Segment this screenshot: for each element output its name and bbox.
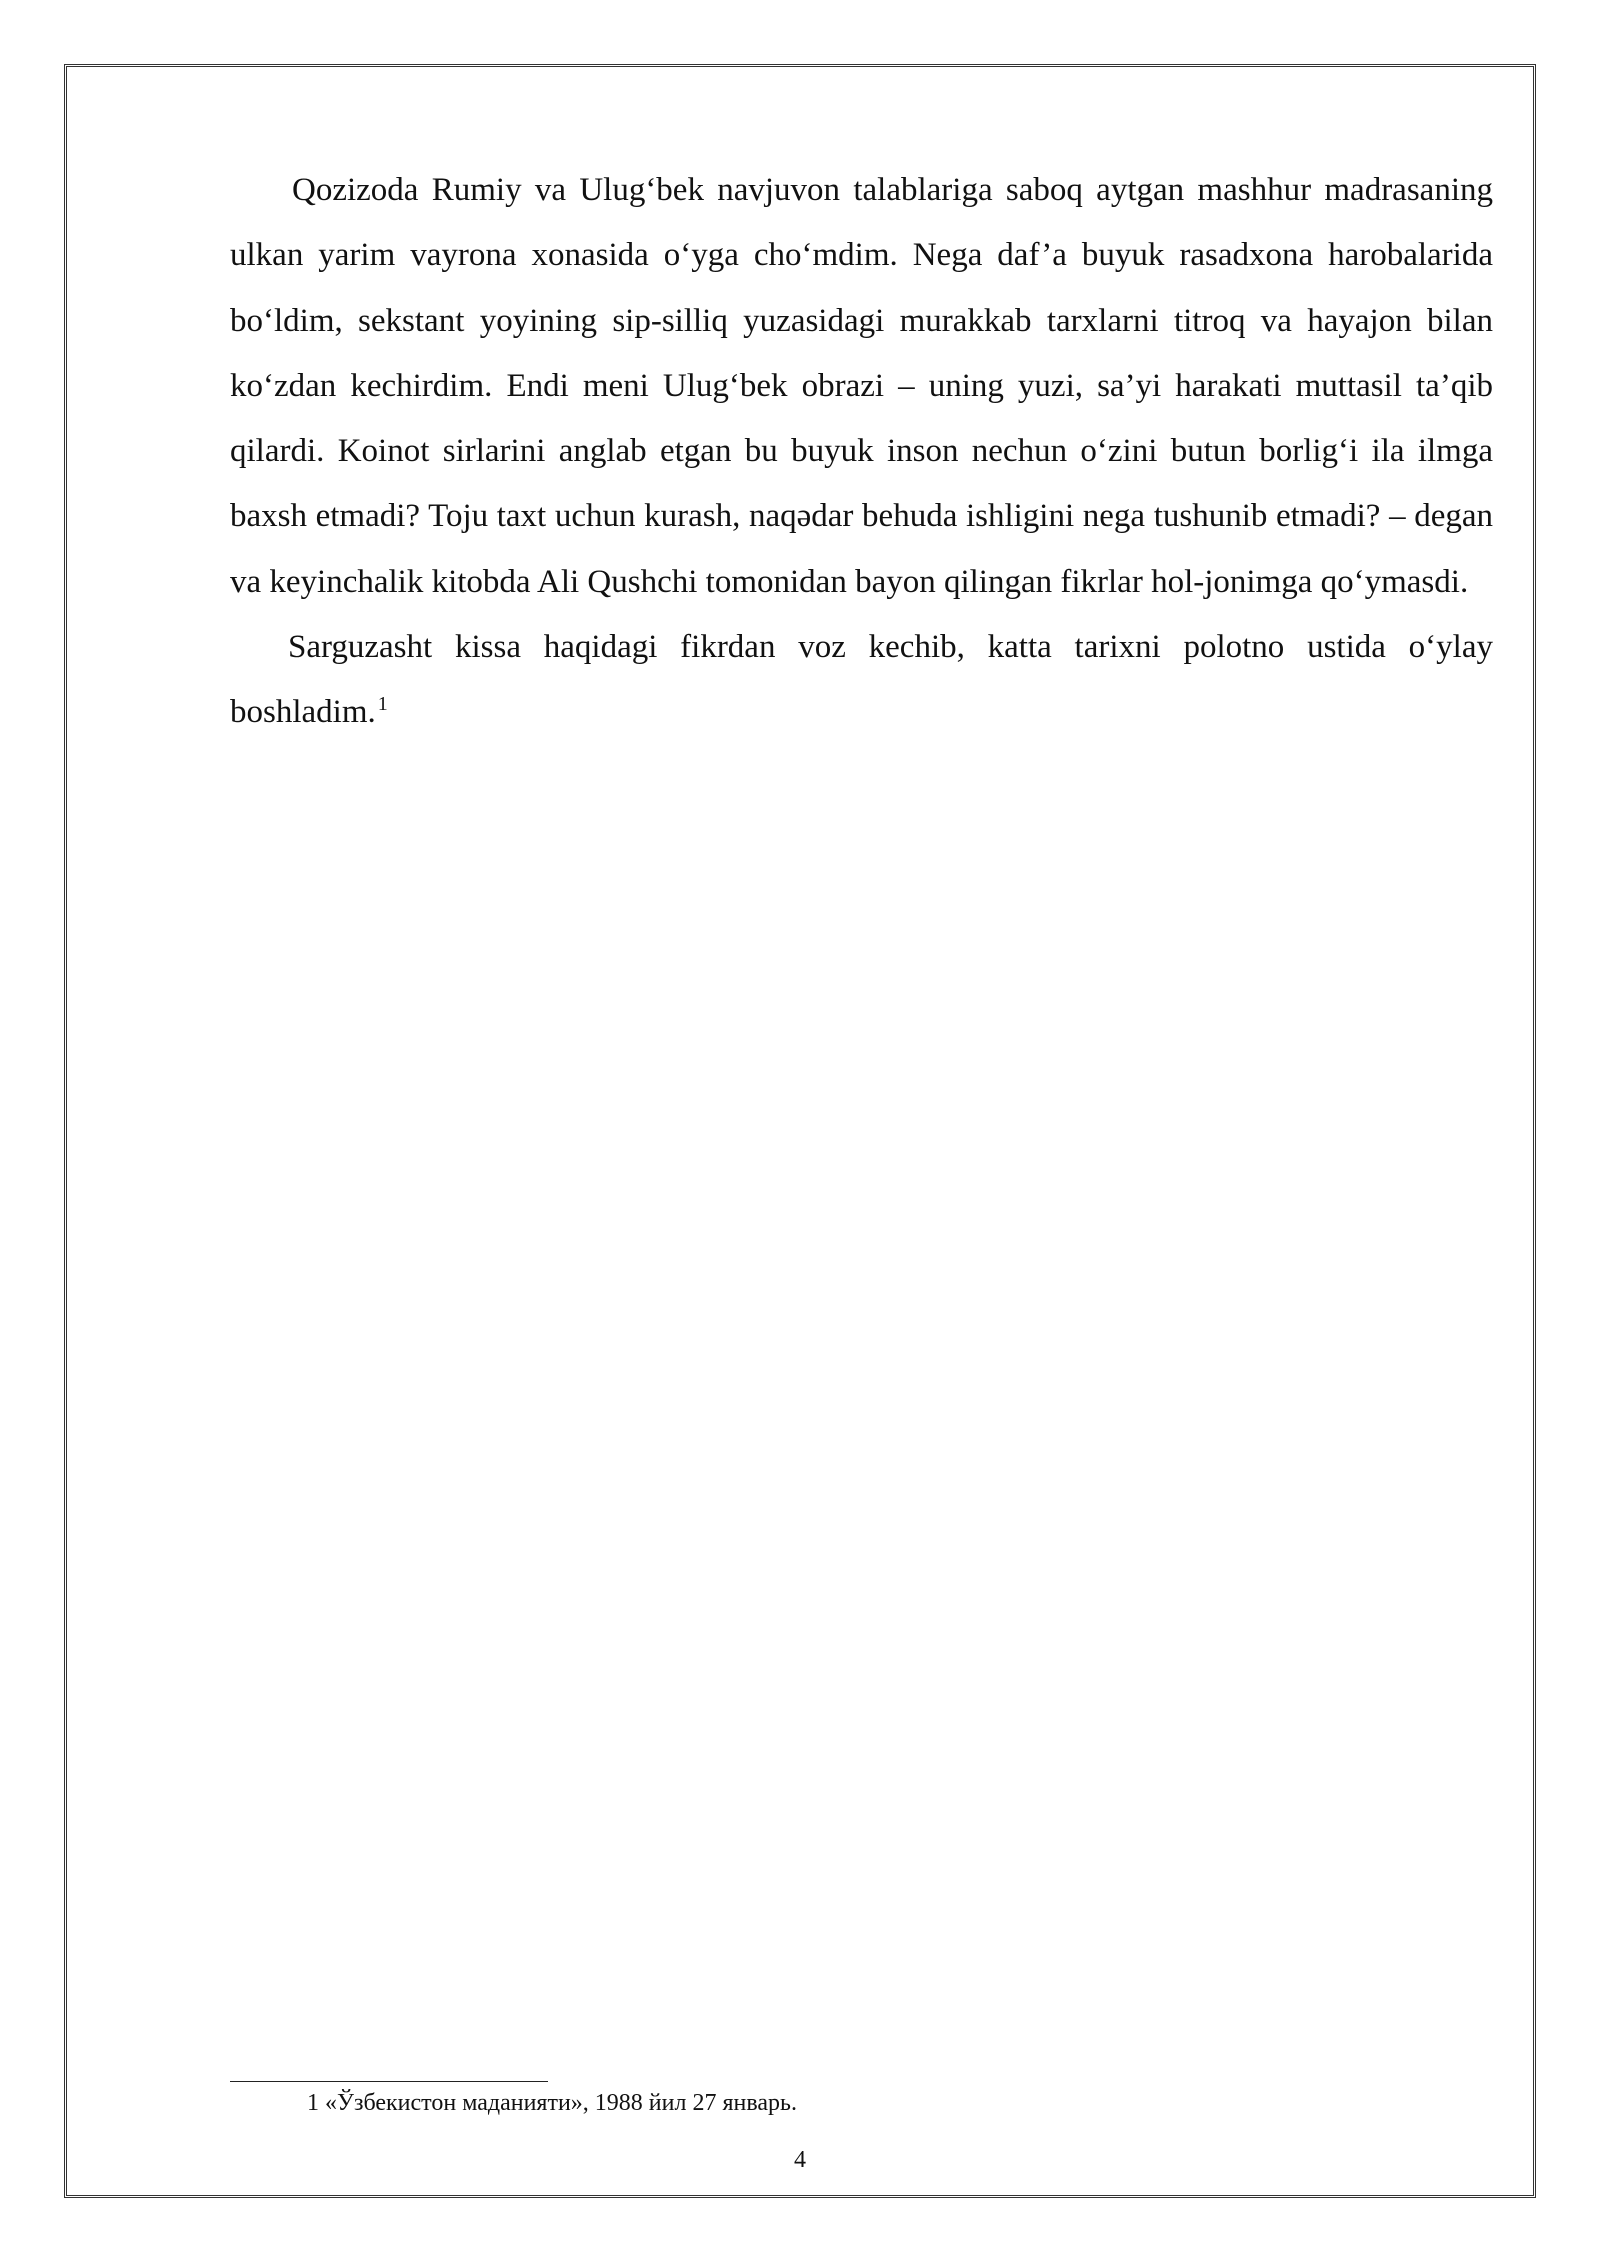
footnote-separator — [230, 2081, 548, 2082]
paragraph-2-text: Sarguzasht kissa haqidagi fikrdan voz kechib, katta tarixni polotno ustida o‘ylay boshladim. — [230, 629, 1493, 731]
body-text — [230, 158, 1493, 746]
paragraph-1-text: Qozizoda Rumiy va Ulug‘bek navjuvon talablariga saboq aytgan mashhur madrasaning ulkan yarim vayrona xonasida o‘yga cho‘mdim. Nega daf’a buyuk rasadxona harobalarida bo‘ldim, sekstant yoyining sip-silliq yuzasidagi murakkab tarxlarni titroq va hayajon bilan ko‘zdan kechirdim. Endi meni Ulug‘bek obrazi – uning yuzi, sa’yi harakati muttasil ta’qib qilardi. Koinot sirlarini anglab etgan bu buyuk inson nechun o‘zini butun borlig‘i ila ilmga baxsh etmadi? Toju taxt uchun kurash, naqədar behuda ishligini nega tushunib etmadi? – degan va keyinchalik kitobda Ali Qushchi tomonidan bayon qilingan fikrlar hol-jonimga qo‘ymasdi. — [230, 172, 1493, 600]
footnote-reference[interactable]: 1 — [377, 693, 388, 716]
paragraph-1 — [230, 158, 1493, 615]
footnote-text: 1 «Ўзбекистон маданияти», 1988 йил 27 январь. — [307, 2090, 797, 2116]
page-number: 4 — [794, 2147, 806, 2173]
paragraph-2 — [230, 615, 1493, 746]
